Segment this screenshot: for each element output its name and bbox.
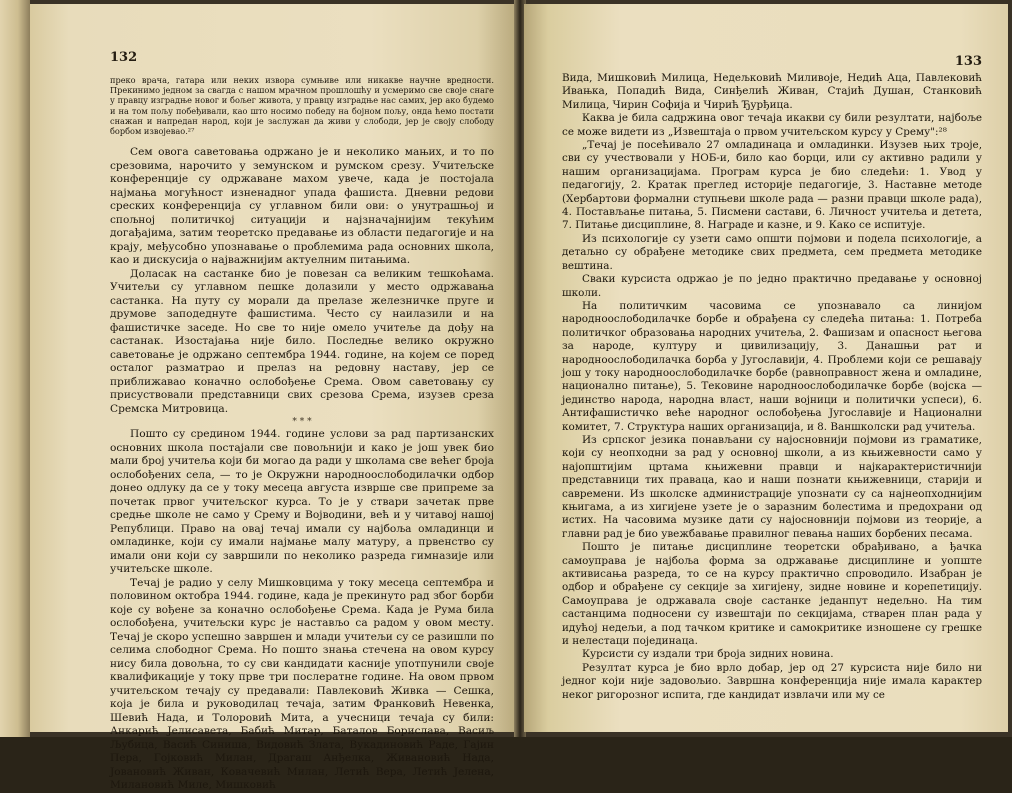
quoted-paragraph: Из психологије су узети само општи појмови и подела психологије, а детаљно су обрађене методике свих предмета, сем предмета методике вештина. [562, 232, 982, 272]
quoted-paragraph: Курсисти су издали три броја зидних новина. [582, 648, 834, 661]
quoted-paragraph: Сваки курсиста одржао је по једно практично предавање у основној школи. [562, 273, 982, 299]
paragraph: Сем овога саветовања одржано је и неколико мањих, и то по срезовима, нарочито у земунском и румском срезу. Учитељске конференције су одржаване махом увече, када је постојала најмања могућност изненадног упада фашиста. Дневни редови среских конференција су углавном били ови: о унутрашњој и спољној политичкој ситуацији и најзначајнијим текућим догађајима, затим теоретско предавање из области педагогије и на крају, међусобно упознавање о проблемима рада основних школа, као и дискусија о најважнијим актуелним питањима. [110, 146, 494, 267]
quoted-paragraph: Из српског језика понављани су најосновнији појмови из граматике, који су неопходни за рад у основној школи, а из књижевности само у најопштијим цртама књижевни правци и најкарактеристичнији представници тих праваца, као и наши познати књижевници, старији и савремени. Из школске администрације упознати су са најнеопходнијим књигама, а из хигијене узете је о заразним болестима и предохрани од истих. На часовима музике дати су најосновнији појмови из теорије, а главни рад је био увежбавање правилног певања наших борбених песама. [562, 433, 982, 540]
page-number-right: 133 [954, 54, 982, 69]
quoted-paragraph: На политичким часовима се упознавало са линијом народноослободилачке борбе и обрађена су следећа питања: 1. Потреба политичког образовања народних учитеља, 2. Фашизам и опасност његова за народе, културу и цивилизацију, 3. Данашњи рат и народноослободилачка борба у Југославији, 4. Проблеми који се решавају још у току народноослободилачке борбе (равноправност жена и омладине, национално питање), 5. Тековине народноослободилачке борбе (војска — јединство народа, народна власт, наши војници и политички успеси), 6. Антифашистичко веће народног ослобођења Југославије и Национални комитет, 7. Структура наших организација, и 8. Ваншколски рад учитеља. [562, 299, 982, 433]
left-page [30, 4, 516, 792]
right-page [524, 4, 1008, 732]
quoted-paragraph: „Течај је посећивало 27 омладинаца и омладинки. Изузев њих троје, сви су учествовали у НОБ-и, било као борци, или су активно радили у нашим организацијама. Програм курса је био следећи: 1. Увод у педагогију, 2. Кратак преглед историје педагогије, 3. Наставне методе (Хербартови формални ступњеви школе рада — разни правци школе рада), 4. Постављање питања, 5. Писмени састави, 6. Личност учитеља и детета, 7. Питање дисциплине, 8. Награде и казне, и 9. Како се испитује. [562, 139, 982, 232]
quoted-paragraph: Резултат курса је био врло добар, јер од 27 курсиста није било ни једног који није задовољио. Завршна конференција није имала карактер неког ригорозног испита, где кандидат извлачи или му се [562, 661, 982, 701]
paragraph: Вида, Мишковић Милица, Недељковић Миливоје, Недић Аца, Павлековић Ивањка, Попадић Вида, Синђелић Живан, Стајић Душан, Станковић Милица, Чирин Софија и Чирић Ђурђица. [562, 72, 982, 111]
section-separator: * * * [292, 417, 312, 428]
page-number-left: 132 [110, 50, 138, 65]
paragraph: Течај је радио у селу Мишковцима у току месеца септембра и половином октобра 1944. године, када је прекинуто рад због борби које су вођене за коначно ослобођење Срема. Када је Рума била ослобођена, учитељски курс је настављо са радом у овом месту. Течај је скоро успешно завршен и млади учитељи су се разишли по селима слободног Срема. Но пошто знања стечена на овом курсу нису била довољна, то су сви кандидати касније употпунили своје квалификације у току прве три послератне године. На овом првом учитељском течају су предавали: Павлековић Живка — Сешка, која је била и руководилац течаја, затим Франковић Невенка, Шевић Нада, и Толоровић Мита, а учесници течаја су били: Анкарић Јелисавета, Бабић Митар, Баталов Борислава, Васиљ Љубица, Васић Синиша, Видовић Злата, Вукадиновић Раде, Гајин Пера, Гојковић Милан, Драгаш Анђелка, Живановић Нада, Јовановић Живан, Ковачевић Милан, Летић Вера, Летић Јелена, Милановић Миле, Мишковић [110, 576, 494, 792]
page-edges [0, 0, 30, 737]
footnote-text: преко врача, гатара или неких извора сумњиве или никакве научне вредности. Прекинимо једном за свагда с нашом мрачном прошлошћу и усмеримо све своје снаге у правцу изградње новог и бољег живота, у правцу изградње нас самих, јер ако будемо и на том пољу побеђивали, као што носимо победу на бојном пољу, онда ћемо постати снажан и напредан народ, који је заслужан да живи у слободи, јер је своју слободу борбом извојевао.²⁷ [110, 75, 494, 137]
paragraph: Доласак на састанке био је повезан са великим тешкоћама. Учитељи су углавном пешке долазили у место одржавања састанка. На путу су морали да прелазе железничке пруге и друмове заподеднуте фашистима. Често су наилазили и на фашистичке заседе. Но све то није омело учитеље да дођу на састанак. Изостајања није било. Последње велико окружно саветовање је одржано септембра 1944. године, на којем се поред осталог разматрао и прелаз на редовну наставу, јер се приближавао коначно ослобођење Срема. Овом саветовању су присуствовали представници свих срезова Срема, изузев среза Сремска Митровица. [110, 267, 494, 415]
quoted-paragraph: Пошто је питање дисциплине теоретски обрађивано, а ђачка самоуправа је најбоља форма за одржавање дисциплине и уопште активисања разреда, то се на курсу практично спроводило. Изабран је одбор и обрађене су секције за хигијену, зидне новине и корепетицију. Самоуправа је одржавала своје састанке једанпут недељно. На тим састанцима подносени су извештаји по секцијама, стварен план рада у идућој недељи, а под тачком критике и самокритике изношене су грешке и нелестаци појединаца. [562, 541, 982, 648]
paragraph: Пошто су средином 1944. године услови за рад партизанских основних школа постајали све повољнији и како је још увек био мали број учитеља који би могао да ради у школама све већег броја ослобођених села, — то је Окружни народноослободилачки одбор донео одлуку да се у току месеца августа изврше све припреме за почетак првог учитељског курса. То је у ствари зачетак прве средње школе не само у Срему и Војводини, већ и у читавој нашој Републици. Право на овај течај имали су најбоља омладинци и омладинке, који су имали најмање малу матуру, а првенство су имали они који су завршили по неколико разреда гимназије или учитељске школе. [110, 428, 494, 576]
paragraph: Каква је била садржина овог течаја икакви су били резултати, најбоље се може видети из „Извештаја о првом учитељском курсу у Срему":²⁸ [562, 112, 982, 138]
